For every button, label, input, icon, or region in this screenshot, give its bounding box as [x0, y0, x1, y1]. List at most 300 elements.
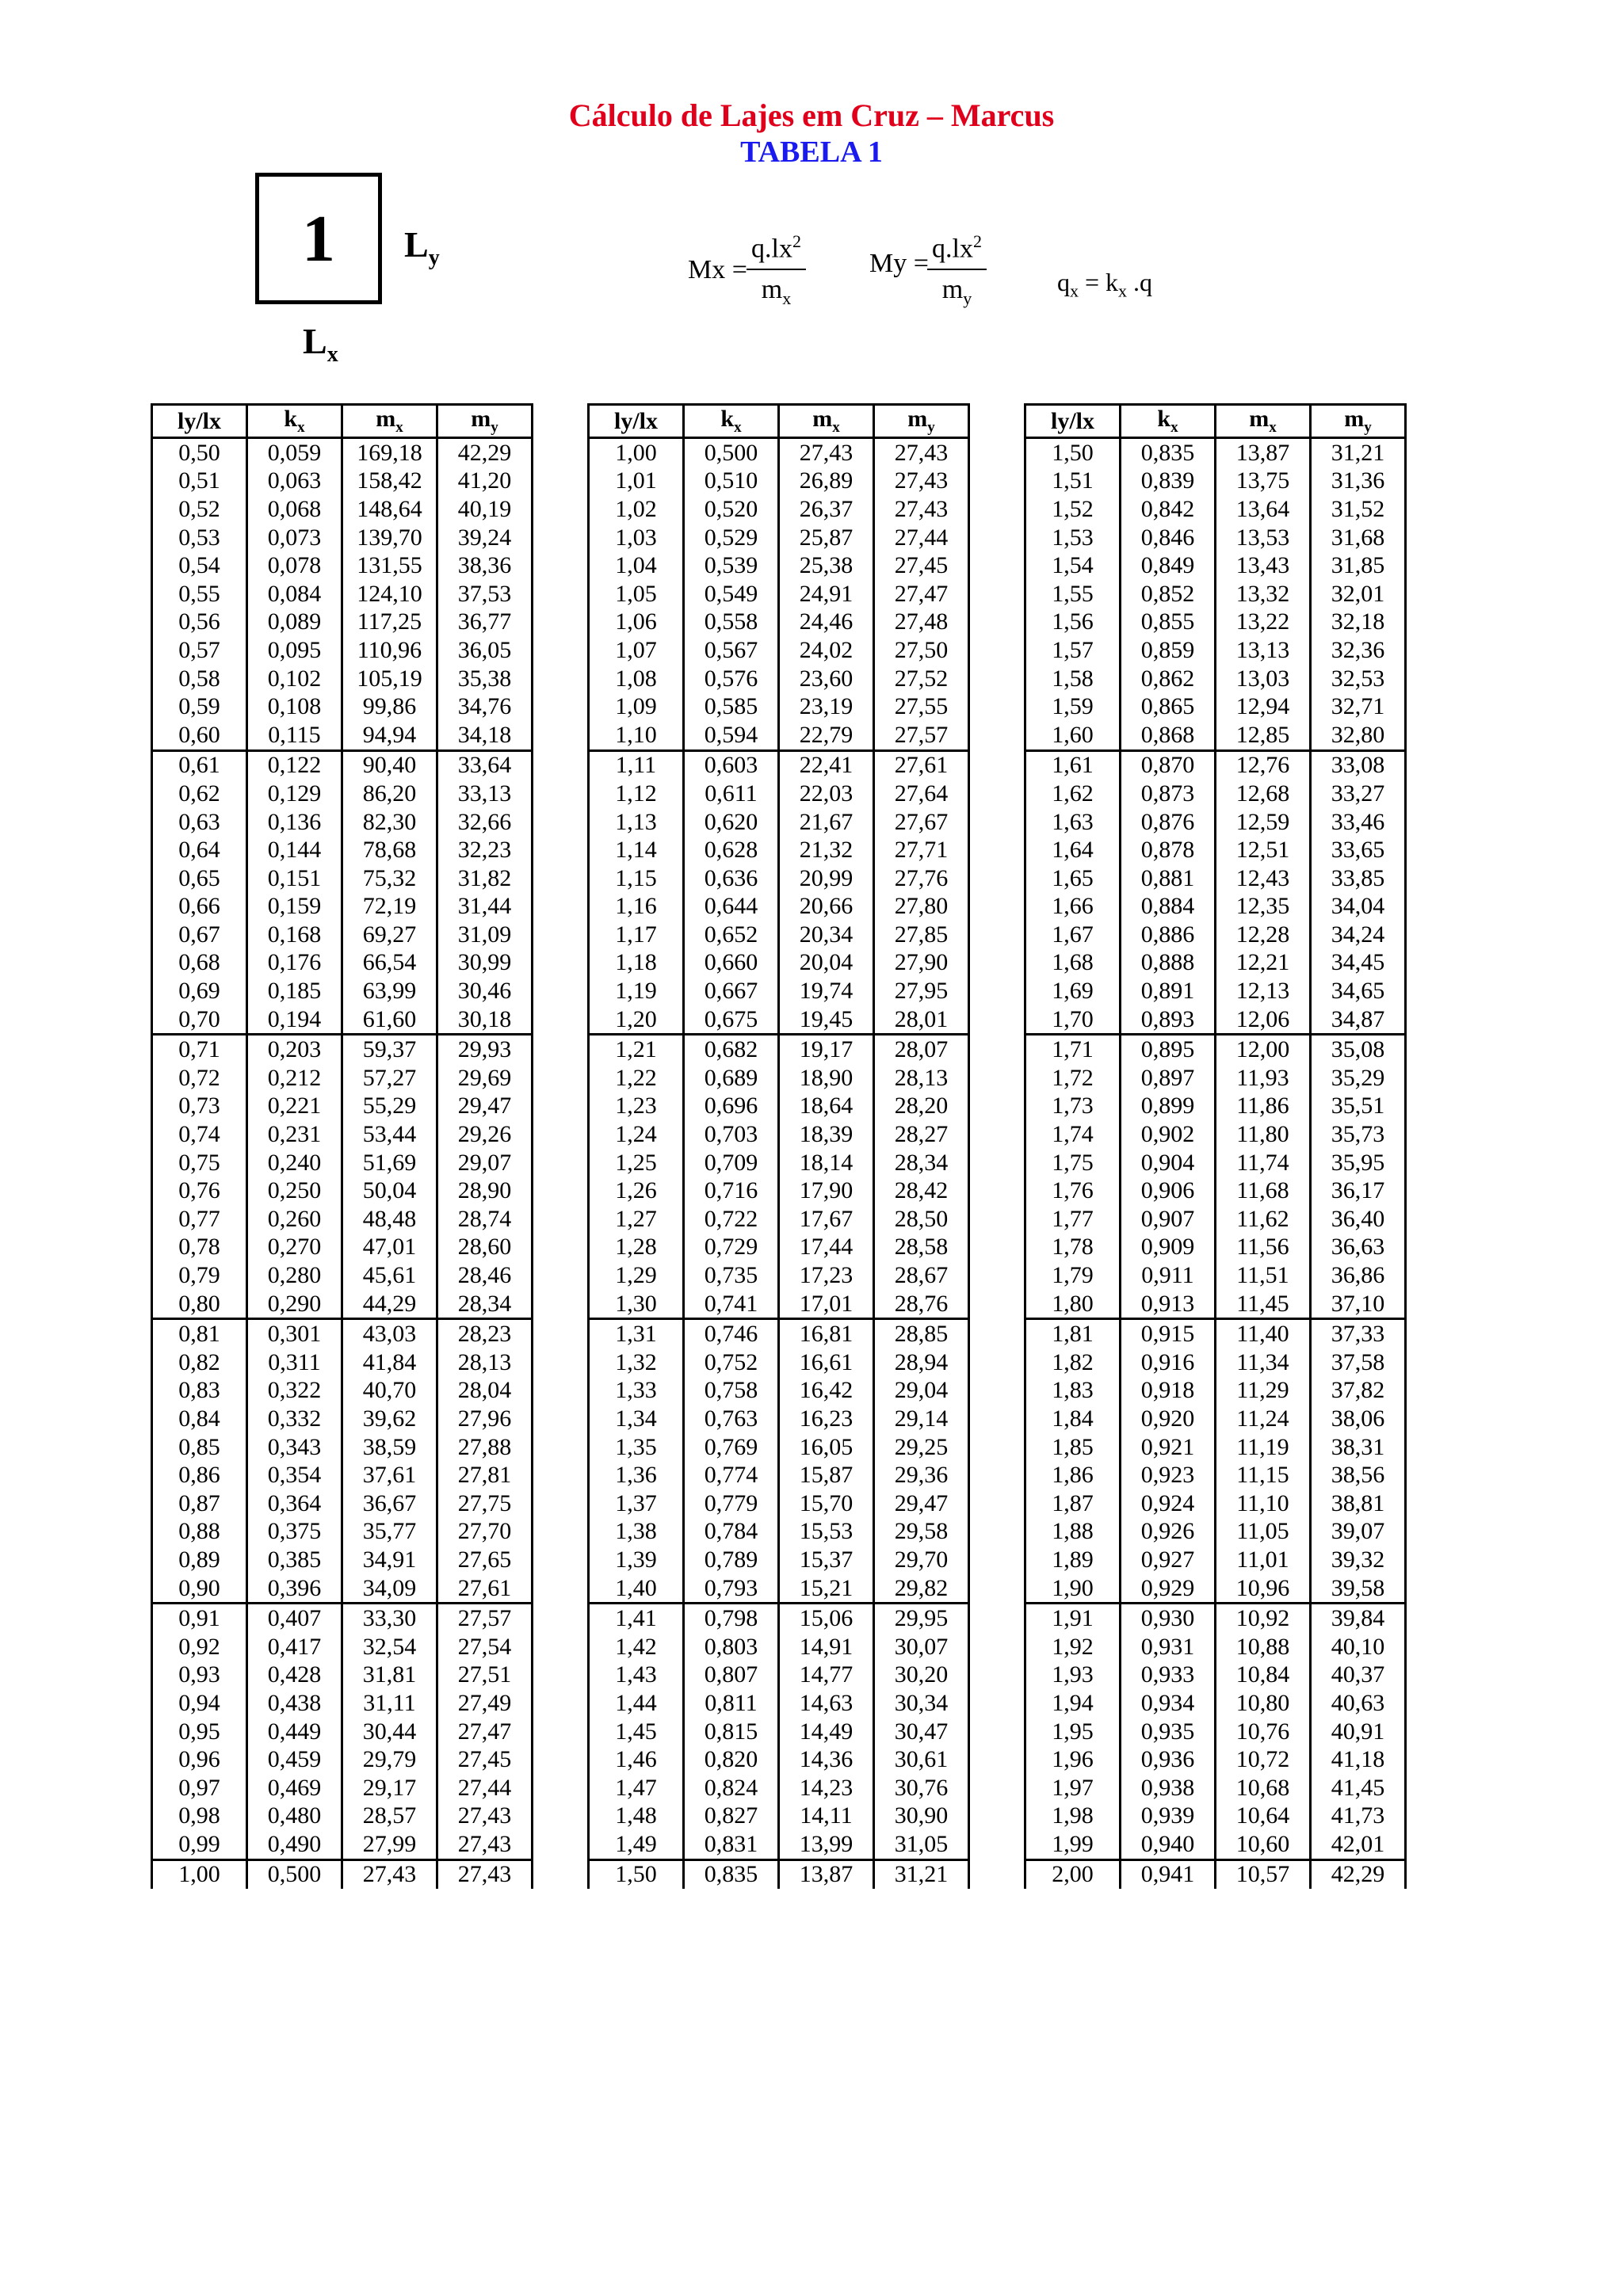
- table-cell: 26,37: [779, 495, 874, 524]
- table-row: [1025, 1859, 1406, 1889]
- table-cell: 1,26: [589, 1177, 684, 1205]
- table-row: [152, 1035, 533, 1064]
- table-cell: 0,930: [1121, 1604, 1216, 1633]
- table-cell: 19,45: [779, 1005, 874, 1035]
- table-cell: 15,70: [779, 1489, 874, 1518]
- table-cell: 0,375: [247, 1518, 342, 1547]
- table-cell: 36,86: [1311, 1261, 1406, 1290]
- table-row: [1025, 1290, 1406, 1319]
- table-cell: 0,924: [1121, 1489, 1216, 1518]
- table-row: [589, 864, 969, 893]
- table-cell: 0,396: [247, 1574, 342, 1604]
- table-cell: 0,96: [152, 1745, 247, 1774]
- table-cell: 27,45: [874, 551, 969, 580]
- table-row: [152, 1718, 533, 1746]
- table-cell: 14,23: [779, 1774, 874, 1802]
- table-cell: 13,87: [779, 1859, 874, 1889]
- table-row: [152, 1574, 533, 1604]
- table-cell: 12,28: [1216, 921, 1311, 949]
- table-cell: 0,55: [152, 580, 247, 608]
- table-cell: 0,906: [1121, 1177, 1216, 1205]
- table-cell: 20,66: [779, 893, 874, 921]
- table-cell: 1,15: [589, 864, 684, 893]
- table-cell: 59,37: [342, 1035, 437, 1064]
- table-cell: 1,49: [589, 1830, 684, 1859]
- table-cell: 29,95: [874, 1604, 969, 1633]
- table-cell: 1,45: [589, 1718, 684, 1746]
- table-cell: 0,927: [1121, 1546, 1216, 1574]
- table-row: [1025, 1433, 1406, 1462]
- table-cell: 36,67: [342, 1489, 437, 1518]
- table-cell: 17,01: [779, 1290, 874, 1319]
- table-cell: 124,10: [342, 580, 437, 608]
- table-row: [589, 524, 969, 552]
- table-cell: 27,47: [437, 1718, 533, 1746]
- table-cell: 1,79: [1025, 1261, 1121, 1290]
- table-cell: 28,67: [874, 1261, 969, 1290]
- table-cell: 1,83: [1025, 1377, 1121, 1405]
- table-cell: 0,122: [247, 750, 342, 780]
- table-row: [589, 1859, 969, 1889]
- table-cell: 0,72: [152, 1064, 247, 1093]
- table-cell: 29,58: [874, 1518, 969, 1547]
- table-cell: 0,926: [1121, 1518, 1216, 1547]
- table-cell: 1,07: [589, 636, 684, 665]
- table-row: [1025, 1546, 1406, 1574]
- table-row: [1025, 1604, 1406, 1633]
- table-cell: 11,80: [1216, 1120, 1311, 1149]
- table-row: [1025, 1120, 1406, 1149]
- table-cell: 0,449: [247, 1718, 342, 1746]
- table-cell: 82,30: [342, 808, 437, 837]
- table-cell: 39,24: [437, 524, 533, 552]
- table-cell: 39,62: [342, 1405, 437, 1433]
- table-cell: 0,480: [247, 1802, 342, 1831]
- mx-formula-fraction: $\frac{q.lx^2}{m_x}$: [747, 231, 806, 309]
- table-cell: 0,129: [247, 780, 342, 808]
- table-cell: 1,32: [589, 1348, 684, 1377]
- table-cell: 36,77: [437, 608, 533, 637]
- table-cell: 86,20: [342, 780, 437, 808]
- table-cell: 27,57: [874, 721, 969, 750]
- table-cell: 27,43: [437, 1802, 533, 1831]
- table-cell: 38,31: [1311, 1433, 1406, 1462]
- table-header-row: [1025, 405, 1406, 438]
- table-cell: 0,92: [152, 1633, 247, 1661]
- table-cell: 33,13: [437, 780, 533, 808]
- table-cell: 0,53: [152, 524, 247, 552]
- table-cell: 0,407: [247, 1604, 342, 1633]
- table-row: [589, 1149, 969, 1177]
- table-cell: 0,913: [1121, 1290, 1216, 1319]
- table-row: [1025, 1177, 1406, 1205]
- table-cell: 17,67: [779, 1205, 874, 1234]
- table-cell: 35,08: [1311, 1035, 1406, 1064]
- table-cell: 32,53: [1311, 665, 1406, 693]
- table-cell: 0,159: [247, 893, 342, 921]
- table-cell: 1,05: [589, 580, 684, 608]
- table-cell: 27,99: [342, 1830, 437, 1859]
- table-cell: 14,91: [779, 1633, 874, 1661]
- table-cell: 1,43: [589, 1661, 684, 1690]
- table-cell: 0,77: [152, 1205, 247, 1234]
- table-cell: 0,438: [247, 1689, 342, 1718]
- table-row: [589, 608, 969, 637]
- table-row: [152, 893, 533, 921]
- table-cell: 0,849: [1121, 551, 1216, 580]
- table-cell: 27,52: [874, 665, 969, 693]
- table-row: [152, 1064, 533, 1093]
- table-cell: 27,43: [437, 1830, 533, 1859]
- table-cell: 27,47: [874, 580, 969, 608]
- table-cell: 15,21: [779, 1574, 874, 1604]
- table-row: [152, 949, 533, 978]
- table-row: [152, 1489, 533, 1518]
- table-cell: 34,09: [342, 1574, 437, 1604]
- table-row: [152, 608, 533, 637]
- table-cell: 41,18: [1311, 1745, 1406, 1774]
- table-cell: 12,13: [1216, 977, 1311, 1005]
- table-cell: 0,585: [684, 692, 779, 721]
- table-cell: 0,675: [684, 1005, 779, 1035]
- table-cell: 0,59: [152, 692, 247, 721]
- slab-case-box: [255, 173, 382, 304]
- table-cell: 27,48: [874, 608, 969, 637]
- table-cell: 0,136: [247, 808, 342, 837]
- table-cell: 1,36: [589, 1461, 684, 1489]
- table-cell: 40,91: [1311, 1718, 1406, 1746]
- table-cell: 30,90: [874, 1802, 969, 1831]
- table-row: [152, 721, 533, 750]
- table-cell: 35,73: [1311, 1120, 1406, 1149]
- table-cell: 0,667: [684, 977, 779, 1005]
- col-kx-header: $k_x$: [684, 405, 779, 438]
- table-cell: 16,42: [779, 1377, 874, 1405]
- table-cell: 0,878: [1121, 836, 1216, 864]
- table-cell: 28,07: [874, 1035, 969, 1064]
- table-cell: 0,332: [247, 1405, 342, 1433]
- table-cell: 14,63: [779, 1689, 874, 1718]
- table-cell: 0,75: [152, 1149, 247, 1177]
- table-cell: 0,803: [684, 1633, 779, 1661]
- table-cell: 0,891: [1121, 977, 1216, 1005]
- table-row: [152, 1234, 533, 1262]
- table-cell: 18,39: [779, 1120, 874, 1149]
- table-cell: 0,929: [1121, 1574, 1216, 1604]
- table-cell: 1,22: [589, 1064, 684, 1093]
- table-cell: 1,04: [589, 551, 684, 580]
- table-cell: 28,74: [437, 1205, 533, 1234]
- table-cell: 0,270: [247, 1234, 342, 1262]
- table-cell: 11,10: [1216, 1489, 1311, 1518]
- table-row: [589, 1234, 969, 1262]
- table-cell: 0,902: [1121, 1120, 1216, 1149]
- table-row: [589, 1433, 969, 1462]
- table-cell: 27,81: [437, 1461, 533, 1489]
- table-cell: 39,32: [1311, 1546, 1406, 1574]
- table-cell: 33,46: [1311, 808, 1406, 837]
- table-cell: 99,86: [342, 692, 437, 721]
- table-row: [589, 1604, 969, 1633]
- table-row: [1025, 921, 1406, 949]
- table-cell: 28,57: [342, 1802, 437, 1831]
- table-row: [152, 1205, 533, 1234]
- table-row: [1025, 551, 1406, 580]
- table-cell: 25,38: [779, 551, 874, 580]
- table-cell: 0,70: [152, 1005, 247, 1035]
- table-cell: 1,25: [589, 1149, 684, 1177]
- table-cell: 0,539: [684, 551, 779, 580]
- table-cell: 0,98: [152, 1802, 247, 1831]
- table-cell: 0,79: [152, 1261, 247, 1290]
- table-cell: 0,059: [247, 438, 342, 467]
- table-cell: 0,881: [1121, 864, 1216, 893]
- table-cell: 0,073: [247, 524, 342, 552]
- table-cell: 1,09: [589, 692, 684, 721]
- table-row: [589, 1689, 969, 1718]
- table-cell: 37,53: [437, 580, 533, 608]
- col-ratio-header: ly/lx: [1025, 405, 1121, 438]
- table-row: [1025, 1661, 1406, 1690]
- table-cell: 0,102: [247, 665, 342, 693]
- table-row: [1025, 1405, 1406, 1433]
- coefficient-table-2: [587, 403, 970, 1889]
- table-cell: 33,27: [1311, 780, 1406, 808]
- table-cell: 1,41: [589, 1604, 684, 1633]
- table-row: [152, 1633, 533, 1661]
- table-cell: 27,88: [437, 1433, 533, 1462]
- table-cell: 40,10: [1311, 1633, 1406, 1661]
- table-cell: 12,85: [1216, 721, 1311, 750]
- table-cell: 10,84: [1216, 1661, 1311, 1690]
- table-cell: 0,301: [247, 1319, 342, 1348]
- table-row: [589, 1290, 969, 1319]
- table-row: [1025, 665, 1406, 693]
- table-cell: 11,74: [1216, 1149, 1311, 1177]
- table-cell: 38,81: [1311, 1489, 1406, 1518]
- table-cell: 1,91: [1025, 1604, 1121, 1633]
- table-cell: 1,61: [1025, 750, 1121, 780]
- table-cell: 0,185: [247, 977, 342, 1005]
- table-cell: 27,65: [437, 1546, 533, 1574]
- table-row: [152, 836, 533, 864]
- table-cell: 17,44: [779, 1234, 874, 1262]
- table-cell: 16,23: [779, 1405, 874, 1433]
- table-cell: 31,82: [437, 864, 533, 893]
- table-row: [152, 1859, 533, 1889]
- table-row: [152, 1348, 533, 1377]
- table-cell: 1,63: [1025, 808, 1121, 837]
- table-cell: 28,20: [874, 1093, 969, 1121]
- my-formula-lhs: My =: [869, 249, 929, 278]
- table-cell: 0,939: [1121, 1802, 1216, 1831]
- table-cell: 45,61: [342, 1261, 437, 1290]
- table-cell: 1,94: [1025, 1689, 1121, 1718]
- table-cell: 0,752: [684, 1348, 779, 1377]
- table-cell: 29,47: [874, 1489, 969, 1518]
- table-cell: 28,76: [874, 1290, 969, 1319]
- table-cell: 0,176: [247, 949, 342, 978]
- table-row: [1025, 750, 1406, 780]
- table-row: [589, 636, 969, 665]
- table-cell: 1,95: [1025, 1718, 1121, 1746]
- table-cell: 34,87: [1311, 1005, 1406, 1035]
- table-row: [152, 1290, 533, 1319]
- table-cell: 0,682: [684, 1035, 779, 1064]
- table-cell: 0,203: [247, 1035, 342, 1064]
- table-cell: 1,24: [589, 1120, 684, 1149]
- table-cell: 28,94: [874, 1348, 969, 1377]
- table-row: [589, 1661, 969, 1690]
- table-cell: 33,65: [1311, 836, 1406, 864]
- table-row: [1025, 977, 1406, 1005]
- table-row: [152, 1261, 533, 1290]
- table-cell: 1,50: [1025, 438, 1121, 467]
- table-cell: 0,831: [684, 1830, 779, 1859]
- table-cell: 1,00: [589, 438, 684, 467]
- table-cell: 0,57: [152, 636, 247, 665]
- table-cell: 27,61: [874, 750, 969, 780]
- table-cell: 1,62: [1025, 780, 1121, 808]
- coefficient-table-3: [1024, 403, 1407, 1889]
- table-cell: 11,68: [1216, 1177, 1311, 1205]
- table-cell: 35,38: [437, 665, 533, 693]
- table-cell: 1,65: [1025, 864, 1121, 893]
- table-cell: 1,81: [1025, 1319, 1121, 1348]
- table-row: [589, 921, 969, 949]
- table-cell: 1,86: [1025, 1461, 1121, 1489]
- table-cell: 0,95: [152, 1718, 247, 1746]
- table-cell: 1,51: [1025, 467, 1121, 496]
- table-row: [152, 1177, 533, 1205]
- table-cell: 0,921: [1121, 1433, 1216, 1462]
- table-cell: 105,19: [342, 665, 437, 693]
- table-row: [589, 438, 969, 467]
- table-cell: 1,00: [152, 1859, 247, 1889]
- table-row: [589, 495, 969, 524]
- table-cell: 0,870: [1121, 750, 1216, 780]
- table-cell: 0,741: [684, 1290, 779, 1319]
- table-cell: 0,868: [1121, 721, 1216, 750]
- table-cell: 21,67: [779, 808, 874, 837]
- table-row: [152, 1433, 533, 1462]
- table-cell: 1,10: [589, 721, 684, 750]
- table-cell: 0,923: [1121, 1461, 1216, 1489]
- table-cell: 1,17: [589, 921, 684, 949]
- table-cell: 42,29: [1311, 1859, 1406, 1889]
- table-cell: 1,42: [589, 1633, 684, 1661]
- table-cell: 38,06: [1311, 1405, 1406, 1433]
- table-cell: 0,520: [684, 495, 779, 524]
- table-cell: 1,14: [589, 836, 684, 864]
- table-cell: 21,32: [779, 836, 874, 864]
- table-cell: 27,45: [437, 1745, 533, 1774]
- table-cell: 0,576: [684, 665, 779, 693]
- table-cell: 27,57: [437, 1604, 533, 1633]
- table-cell: 1,73: [1025, 1093, 1121, 1121]
- table-row: [589, 977, 969, 1005]
- table-row: [589, 1718, 969, 1746]
- table-cell: 24,46: [779, 608, 874, 637]
- table-cell: 29,04: [874, 1377, 969, 1405]
- table-cell: 1,93: [1025, 1661, 1121, 1690]
- table-row: [1025, 864, 1406, 893]
- table-subtitle: TABELA 1: [740, 135, 883, 169]
- table-cell: 11,01: [1216, 1546, 1311, 1574]
- table-cell: 0,66: [152, 893, 247, 921]
- table-cell: 0,933: [1121, 1661, 1216, 1690]
- table-cell: 0,842: [1121, 495, 1216, 524]
- table-row: [589, 893, 969, 921]
- table-cell: 11,40: [1216, 1319, 1311, 1348]
- table-cell: 0,567: [684, 636, 779, 665]
- table-cell: 39,84: [1311, 1604, 1406, 1633]
- table-row: [152, 1661, 533, 1690]
- table-cell: 0,85: [152, 1433, 247, 1462]
- table-cell: 27,49: [437, 1689, 533, 1718]
- table-cell: 42,01: [1311, 1830, 1406, 1859]
- table-cell: 31,85: [1311, 551, 1406, 580]
- table-cell: 12,21: [1216, 949, 1311, 978]
- table-row: [152, 1802, 533, 1831]
- table-row: [589, 1120, 969, 1149]
- table-cell: 16,81: [779, 1319, 874, 1348]
- table-cell: 1,21: [589, 1035, 684, 1064]
- table-row: [1025, 580, 1406, 608]
- table-cell: 27,80: [874, 893, 969, 921]
- table-row: [1025, 1774, 1406, 1802]
- table-cell: 0,940: [1121, 1830, 1216, 1859]
- table-row: [589, 1348, 969, 1377]
- table-row: [1025, 1518, 1406, 1547]
- table-cell: 0,652: [684, 921, 779, 949]
- table-cell: 94,94: [342, 721, 437, 750]
- table-cell: 51,69: [342, 1149, 437, 1177]
- table-cell: 0,364: [247, 1489, 342, 1518]
- table-cell: 1,13: [589, 808, 684, 837]
- table-cell: 1,40: [589, 1574, 684, 1604]
- table-cell: 0,907: [1121, 1205, 1216, 1234]
- table-row: [1025, 438, 1406, 467]
- table-row: [1025, 1689, 1406, 1718]
- table-row: [1025, 1149, 1406, 1177]
- table-cell: 0,931: [1121, 1633, 1216, 1661]
- table-cell: 27,44: [874, 524, 969, 552]
- table-cell: 0,87: [152, 1489, 247, 1518]
- table-cell: 0,918: [1121, 1377, 1216, 1405]
- table-row: [1025, 1005, 1406, 1035]
- table-cell: 28,13: [437, 1348, 533, 1377]
- table-cell: 0,311: [247, 1348, 342, 1377]
- table-cell: 0,897: [1121, 1064, 1216, 1093]
- table-cell: 11,05: [1216, 1518, 1311, 1547]
- table-row: [1025, 721, 1406, 750]
- table-cell: 1,35: [589, 1433, 684, 1462]
- table-cell: 0,936: [1121, 1745, 1216, 1774]
- table-row: [1025, 1830, 1406, 1859]
- table-row: [1025, 893, 1406, 921]
- table-header-row: [152, 405, 533, 438]
- table-cell: 0,811: [684, 1689, 779, 1718]
- table-cell: 10,76: [1216, 1718, 1311, 1746]
- table-cell: 17,90: [779, 1177, 874, 1205]
- table-cell: 0,510: [684, 467, 779, 496]
- table-row: [152, 921, 533, 949]
- table-cell: 0,221: [247, 1093, 342, 1121]
- table-cell: 0,824: [684, 1774, 779, 1802]
- table-cell: 23,19: [779, 692, 874, 721]
- table-cell: 1,88: [1025, 1518, 1121, 1547]
